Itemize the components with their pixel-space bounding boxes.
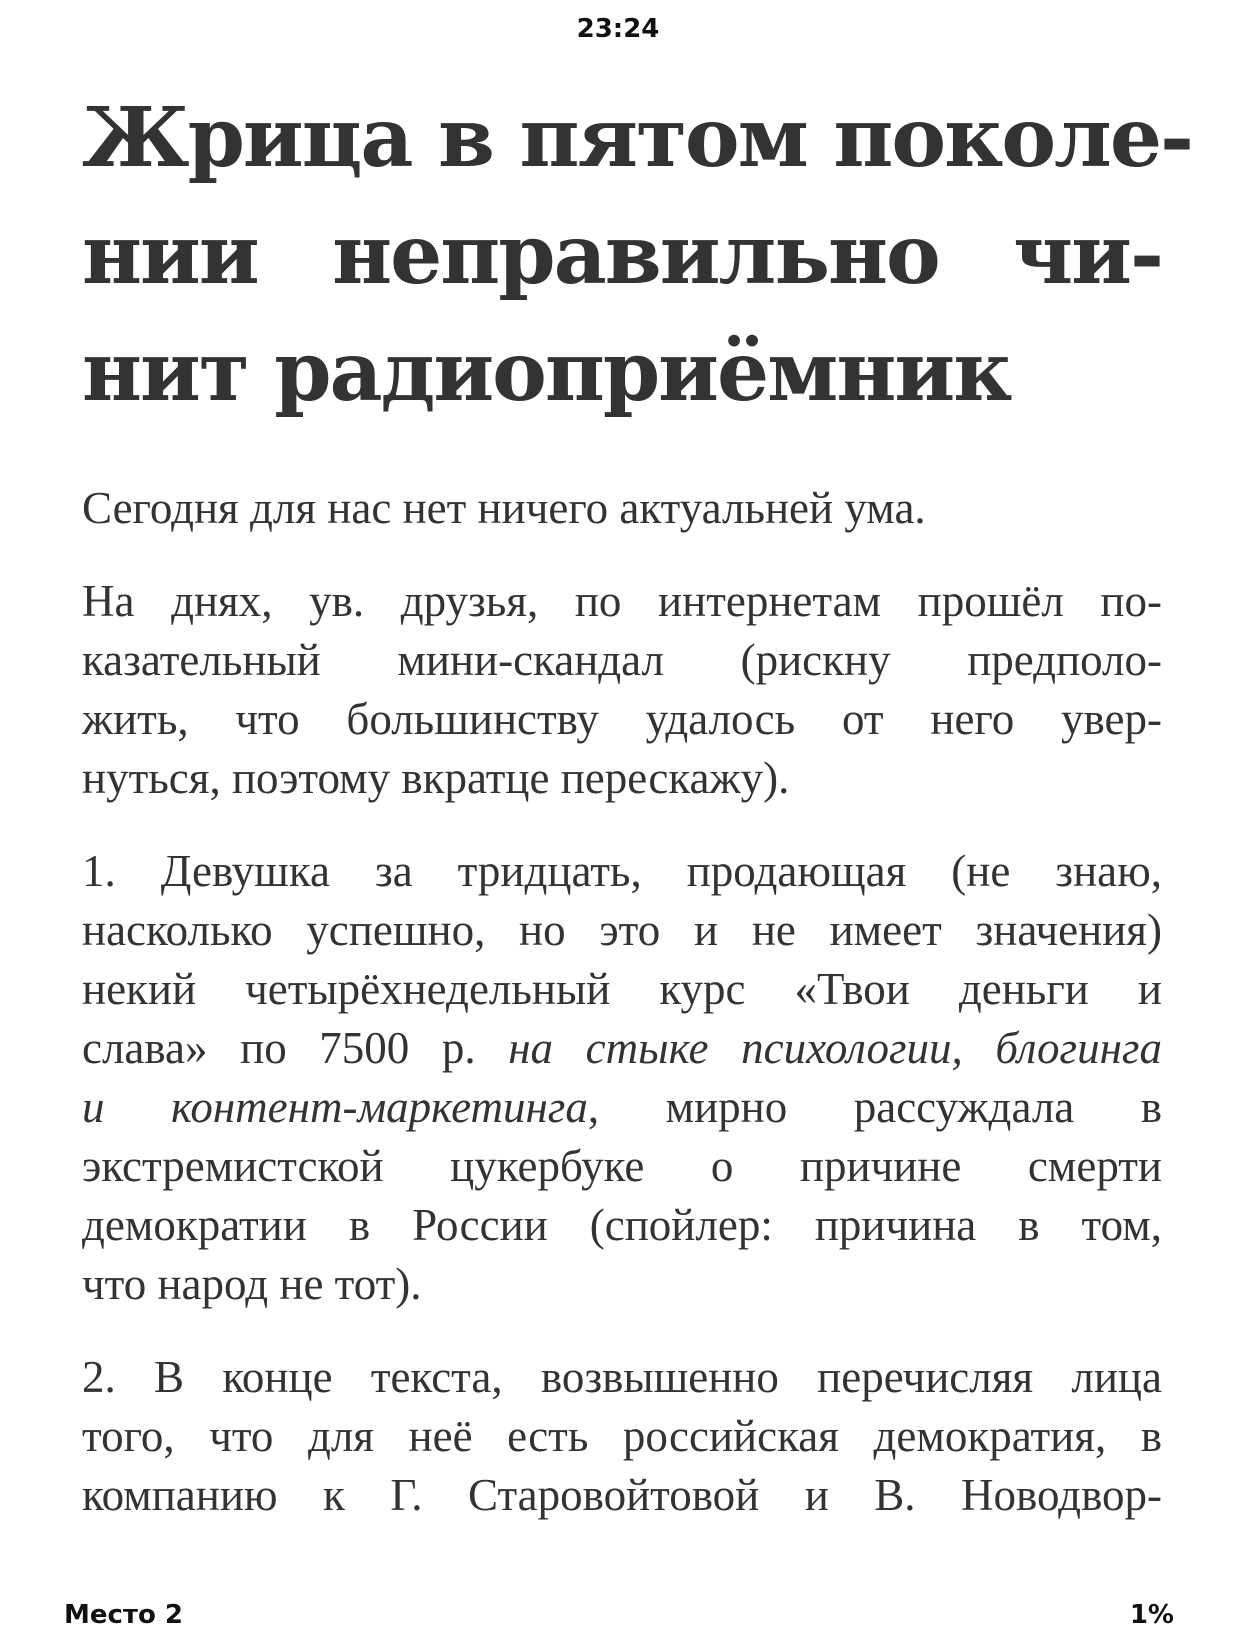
reading-location: Место 2 [64,1600,183,1630]
italic-text: на стыке психологии, блогинга [508,1023,1162,1073]
text-line: некий четырёхнедельный курс «Твои деньги и [82,964,1162,1014]
text-fragment: слава» по 7500 р. [82,1023,476,1073]
italic-text: и контент-маркетинга [82,1082,588,1132]
text-line: что народ не тот). [82,1259,422,1309]
text-line: На днях, ув. друзья, по интернетам прошёл по- [82,576,1162,626]
text-line: того, что для неё есть российская демократия, в [82,1411,1162,1461]
text-line [82,1019,1162,1078]
text-fragment: , мирно рассуждала в [587,1082,1162,1132]
paragraph [82,479,1162,538]
text-line: Сегодня для нас нет ничего актуальней ума. [82,483,926,533]
text-line: демократии в России (спойлер: причина в том, [82,1200,1162,1250]
text-line: 1. Девушка за тридцать, продающая (не знаю, [82,846,1162,896]
text-line: нуться, поэтому вкратце перескажу). [82,753,790,803]
reading-progress: 1% [1129,1600,1174,1630]
status-time: 23:24 [576,14,660,44]
title-line: нии неправильно чи- [82,207,1162,303]
paragraph [82,572,1162,808]
title-line: нит радиоприёмник [82,324,1011,420]
text-line: казательный мини-скандал (рискну предполо- [82,635,1162,685]
text-line: 2. В конце текста, возвышенно перечисляя лица [82,1352,1162,1402]
reading-page[interactable] [82,80,1193,1559]
paragraph [82,1348,1162,1525]
title-line: Жрица в пятом поколе- [82,90,1193,186]
text-line: насколько успешно, но это и не имеет значения) [82,905,1162,955]
paragraph [82,842,1162,1314]
text-line: жить, что большинству удалось от него увер- [82,694,1162,744]
chapter-title [82,80,1193,431]
text-line: компанию к Г. Старовойтовой и В. Новодвор- [82,1470,1162,1520]
text-line: экстремистской цукербуке о причине смерти [82,1141,1162,1191]
text-line [82,1078,1162,1137]
